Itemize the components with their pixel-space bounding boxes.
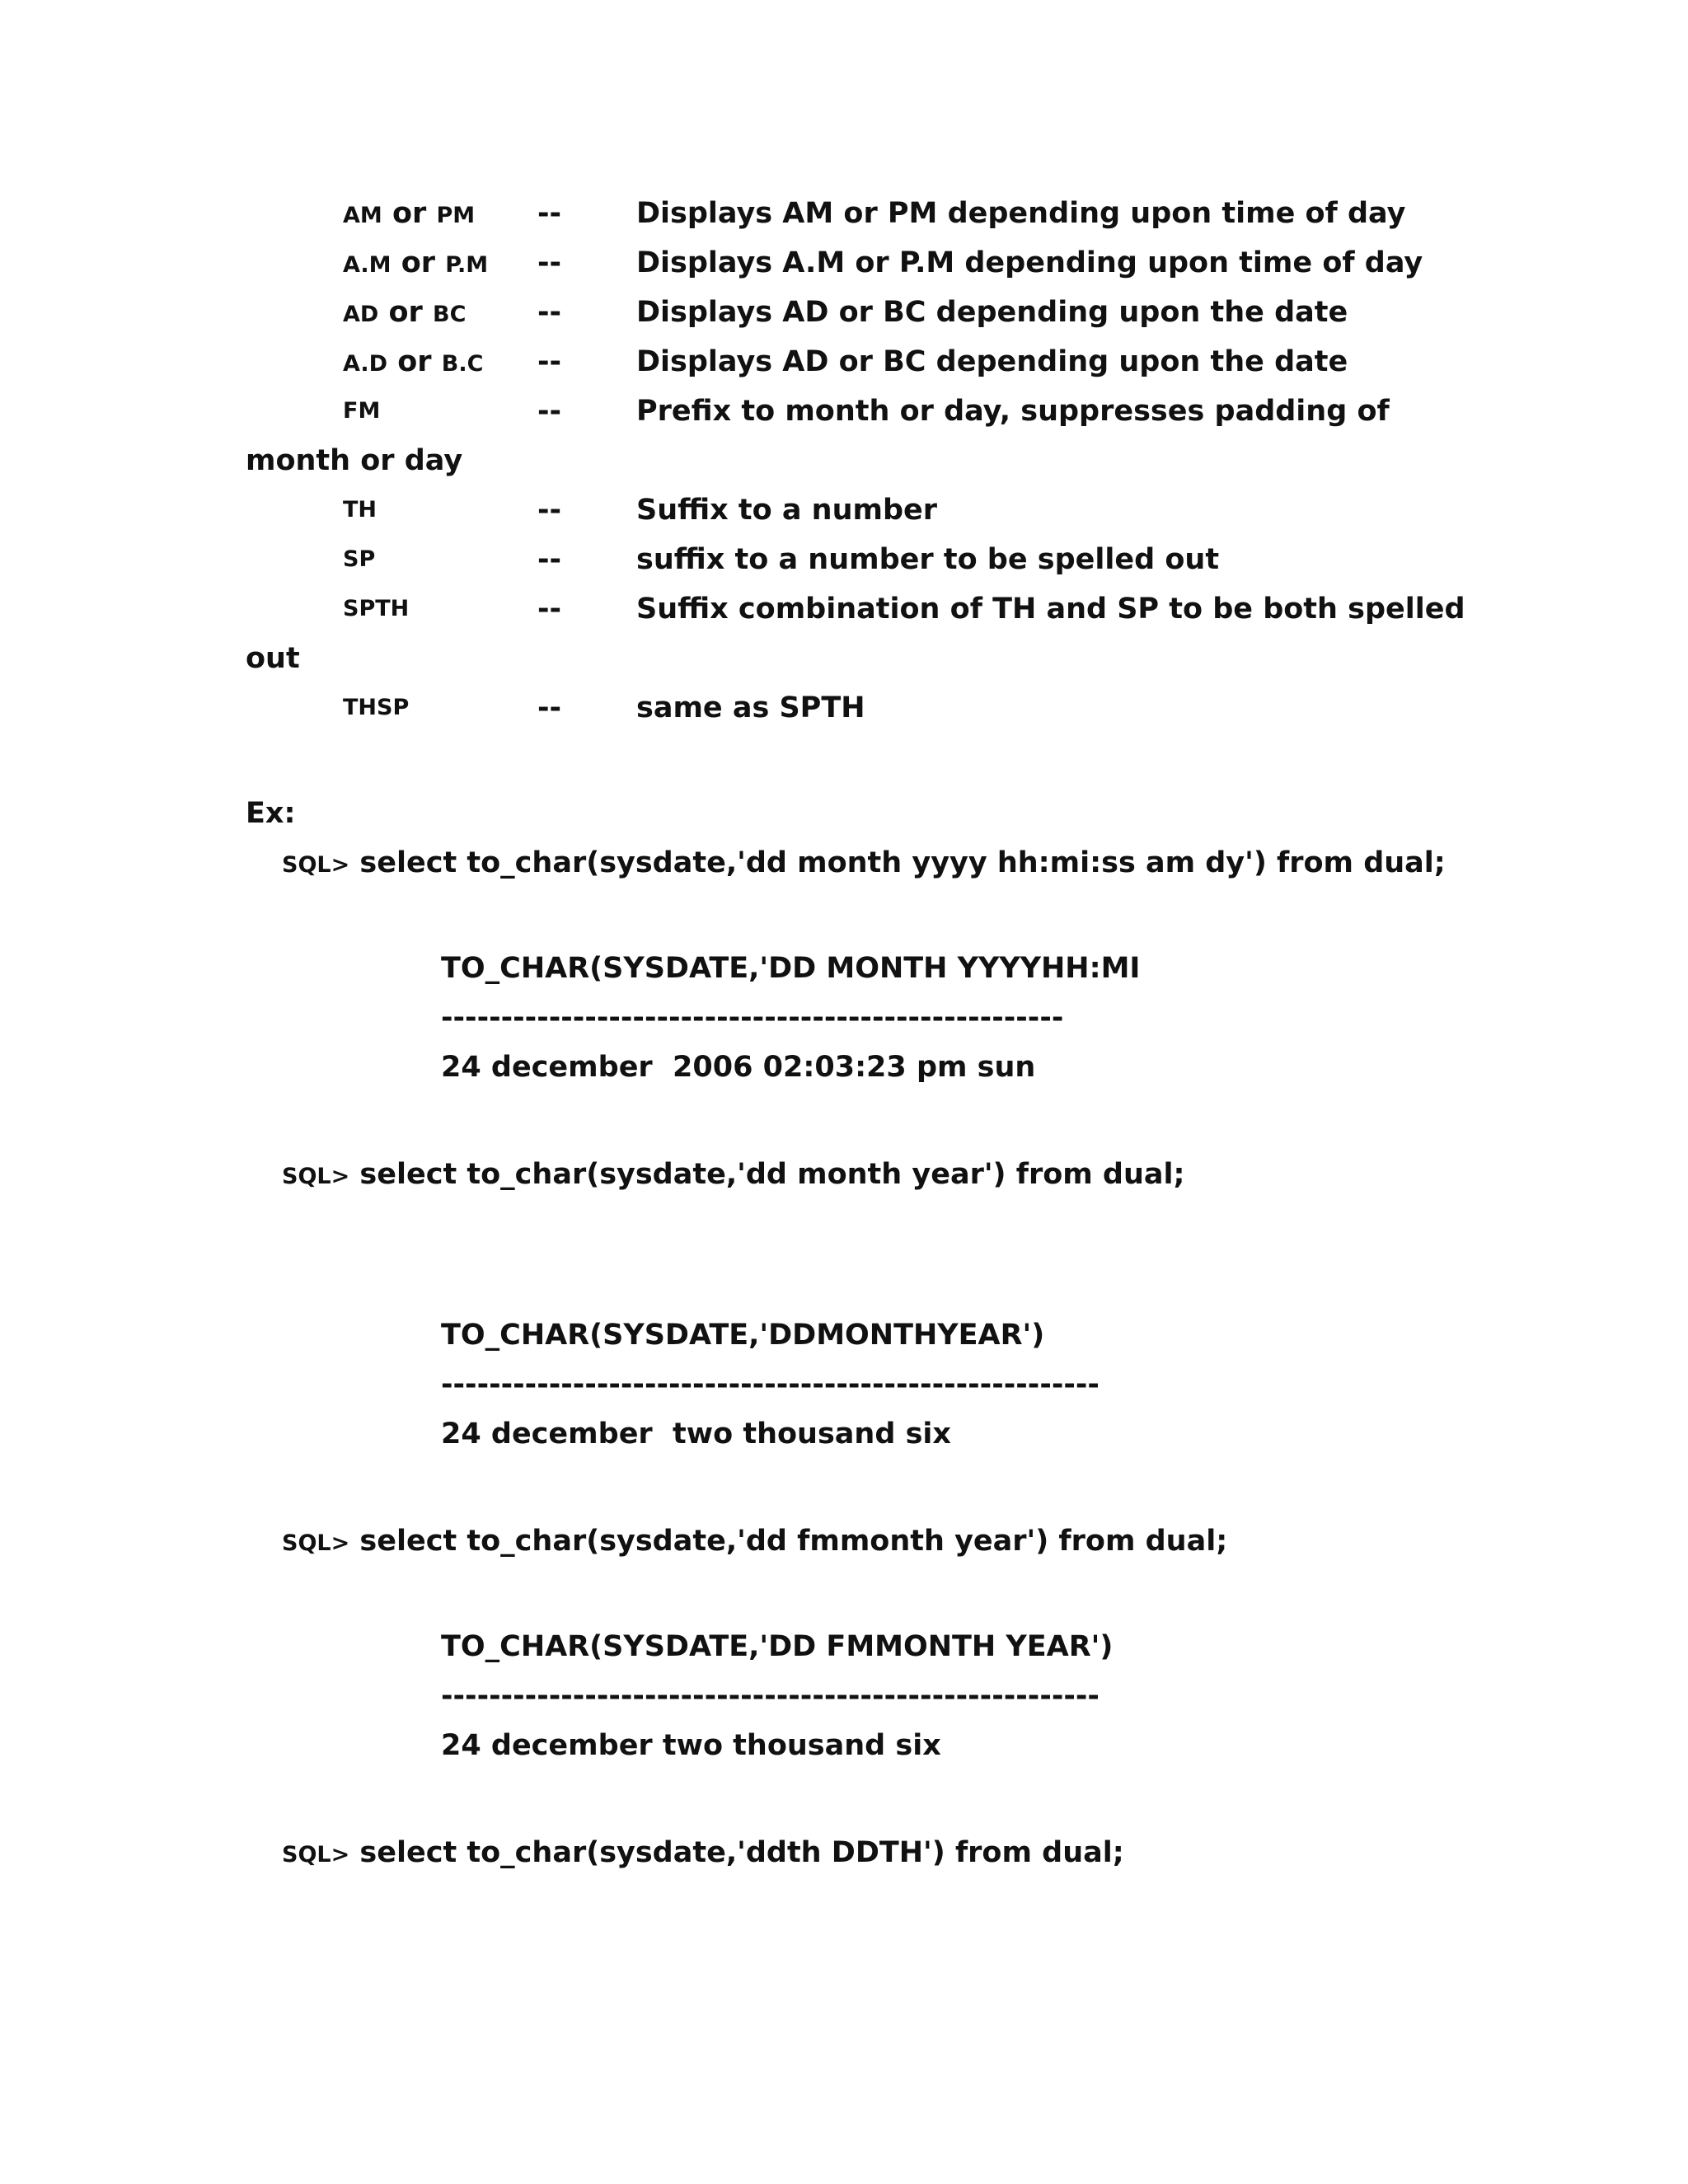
format-description: same as SPTH xyxy=(636,691,865,724)
format-description-continuation: out xyxy=(246,642,300,675)
separator: -- xyxy=(537,246,562,279)
result-value: 24 december two thousand six xyxy=(441,1418,951,1451)
result-value: 24 december 2006 02:03:23 pm sun xyxy=(441,1051,1036,1084)
format-code: FM xyxy=(343,398,381,424)
result-value: 24 december two thousand six xyxy=(441,1729,941,1762)
sql-query: SQL> select to_char(sysdate,'ddth DDTH') from dual; xyxy=(282,1836,1124,1869)
result-header: TO_CHAR(SYSDATE,'DD MONTH YYYYHH:MI xyxy=(441,952,1141,985)
format-description: Displays A.M or P.M depending upon time of day xyxy=(636,246,1423,279)
separator: -- xyxy=(537,296,562,329)
separator: -- xyxy=(537,494,562,527)
format-description: Displays AD or BC depending upon the date xyxy=(636,345,1348,378)
result-rule: ------------------------------------------------------- xyxy=(441,1680,1100,1713)
sql-query: SQL> select to_char(sysdate,'dd month year') from dual; xyxy=(282,1158,1185,1191)
format-code: TH xyxy=(343,497,377,523)
sql-prompt: SQL> xyxy=(282,1842,350,1868)
separator: -- xyxy=(537,543,562,576)
separator: -- xyxy=(537,395,562,428)
separator: -- xyxy=(537,593,562,626)
format-description: Suffix to a number xyxy=(636,494,938,527)
sql-prompt: SQL> xyxy=(282,852,350,878)
result-rule: ---------------------------------------------------- xyxy=(441,1001,1064,1034)
format-code: THSP xyxy=(343,695,410,720)
format-description-continuation: month or day xyxy=(246,444,463,477)
sql-prompt: SQL> xyxy=(282,1164,350,1189)
result-header: TO_CHAR(SYSDATE,'DDMONTHYEAR') xyxy=(441,1319,1045,1352)
format-description: suffix to a number to be spelled out xyxy=(636,543,1220,576)
format-description: Prefix to month or day, suppresses padding of xyxy=(636,395,1390,428)
format-code: AD or BC xyxy=(343,296,467,329)
separator: -- xyxy=(537,197,562,230)
separator: -- xyxy=(537,691,562,724)
format-code: A.M or P.M xyxy=(343,246,489,279)
format-code: SPTH xyxy=(343,596,410,621)
format-code: AM or PM xyxy=(343,197,476,230)
sql-prompt: SQL> xyxy=(282,1530,350,1556)
format-code: SP xyxy=(343,546,376,572)
sql-query: SQL> select to_char(sysdate,'dd month yyyy hh:mi:ss am dy') from dual; xyxy=(282,846,1446,879)
format-description: Suffix combination of TH and SP to be both spelled xyxy=(636,593,1465,626)
format-description: Displays AM or PM depending upon time of day xyxy=(636,197,1406,230)
result-header: TO_CHAR(SYSDATE,'DD FMMONTH YEAR') xyxy=(441,1630,1114,1663)
sql-query: SQL> select to_char(sysdate,'dd fmmonth year') from dual; xyxy=(282,1525,1228,1558)
example-label: Ex: xyxy=(246,797,296,830)
format-description: Displays AD or BC depending upon the date xyxy=(636,296,1348,329)
result-rule: ------------------------------------------------------- xyxy=(441,1368,1100,1401)
separator: -- xyxy=(537,345,562,378)
format-code: A.D or B.C xyxy=(343,345,484,378)
